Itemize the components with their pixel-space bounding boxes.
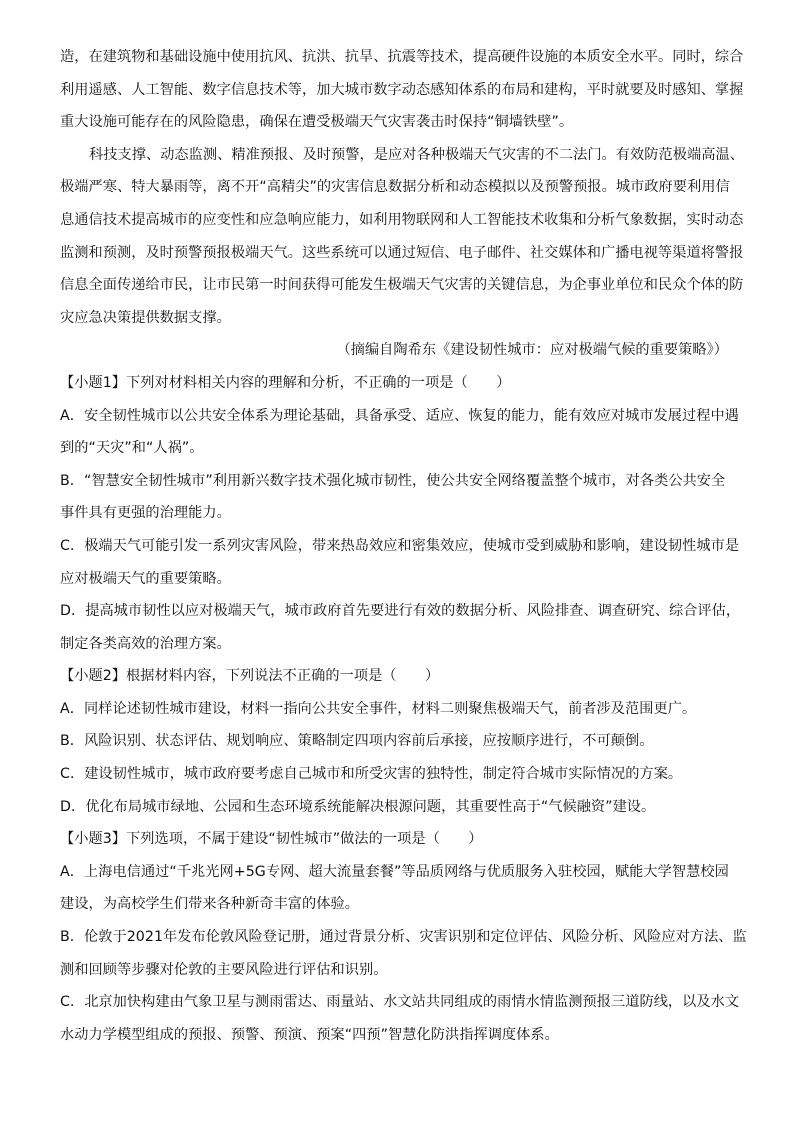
option-b	[60, 465, 730, 530]
option-line: 制定各类高效的治理方案。	[60, 635, 231, 652]
option-line: D．提高城市韧性以应对极端天气，城市政府首先要进行有效的数据分析、风险排查、调查研究、综合评估，	[60, 603, 741, 620]
question-3	[60, 823, 747, 1051]
option-a	[60, 856, 730, 921]
document-page	[60, 41, 747, 1051]
text-line: 造，在建筑物和基础设施中使用抗风、抗洪、抗旱、抗震等技术，提高硬件设施的本质安全水平。同时，综合	[60, 49, 744, 65]
paragraph-1	[60, 41, 744, 139]
option-line: 建设，为高校学生们带来各种新奇丰富的体验。	[60, 896, 359, 913]
option-c	[60, 530, 740, 595]
text-line: 利用遥感、人工智能、数字信息技术等，加大城市数字动态感知体系的布局和建构，平时就要及时感知、掌握	[60, 81, 744, 98]
text-line: 灾应急决策提供数据支撑。	[60, 309, 231, 326]
option-line: C．北京加快构建由气象卫星与测雨雷达、雨量站、水文站共同组成的雨情水情监测预报三道防线，以及水文	[60, 994, 740, 1011]
text-line: 监测和预测，及时预警预报极端天气。这些系统可以通过短信、电子邮件、社交媒体和广播电视等渠道将警报	[60, 244, 744, 261]
question-stem: 【小题2】根据材料内容，下列说法不正确的一项是（ ）	[60, 668, 440, 685]
option-line: 水动力学模型组成的预报、预警、预演、预案“四预”智慧化防洪指挥调度体系。	[60, 1026, 559, 1043]
option-b: B．风险识别、状态评估、规划响应、策略制定四项内容前后承接，应按顺序进行，不可颠倒。	[60, 733, 654, 750]
option-line: A．安全韧性城市以公共安全体系为理论基础，具备承受、适应、恢复的能力，能有效应对城市发展过程中遇	[60, 407, 739, 424]
option-d	[60, 595, 741, 660]
option-line: B．伦敦于2021年发布伦敦风险登记册，通过背景分析、灾害识别和定位评估、风险分析、风险应对方法、监	[60, 929, 747, 946]
option-d: D．优化布局城市绿地、公园和生态环境系统能解决根源问题，其重要性高于“气候融资”建设。	[60, 798, 656, 815]
option-a	[60, 400, 739, 465]
question-2	[60, 660, 730, 823]
text-line: 息通信技术提高城市的应变性和应急响应能力，如利用物联网和人工智能技术收集和分析气象数据，实时动态	[60, 211, 744, 228]
text-line: 极端严寒、特大暴雨等，离不开“高精尖”的灾害信息数据分析和动态模拟以及预警预报。城市政府要利用信	[60, 179, 730, 196]
option-a: A．同样论述韧性城市建设，材料一指向公共安全事件，材料二则聚焦极端天气，前者涉及范围更广。	[60, 700, 697, 717]
option-b	[60, 921, 747, 986]
option-line: A．上海电信通过“千兆光网+5G专网、超大流量套餐”等品质网络与优质服务入驻校园，赋能大学智慧校园	[60, 863, 729, 880]
question-1	[60, 367, 741, 660]
option-line: 测和回顾等步骤对伦敦的主要风险进行评估和识别。	[60, 961, 388, 978]
source-citation: （摘编自陶希东《建设韧性城市：应对极端气候的重要策略》）	[336, 342, 728, 359]
option-c: C．建设韧性城市，城市政府要考虑自己城市和所受灾害的独特性，制定符合城市实际情况的方案。	[60, 766, 683, 783]
question-stem: 【小题1】下列对材料相关内容的理解和分析，不正确的一项是（ ）	[60, 374, 511, 391]
paragraph-2	[60, 139, 744, 335]
option-line: 应对极端天气的重要策略。	[60, 570, 231, 587]
option-c	[60, 986, 740, 1051]
option-line: 到的“天灾”和“人祸”。	[60, 440, 204, 457]
question-stem: 【小题3】下列选项，不属于建设“韧性城市”做法的一项是（ ）	[60, 831, 483, 848]
text-line: 信息全面传递给市民，让市民第一时间获得可能发生极端天气灾害的关键信息，为企事业单位和民众个体的防	[60, 277, 744, 294]
option-line: 事件具有更强的治理能力。	[60, 505, 231, 522]
option-line: B．“智慧安全韧性城市”利用新兴数字技术强化城市韧性，使公共安全网络覆盖整个城市，对各类公共安全	[60, 472, 726, 489]
text-line: 科技支撑、动态监测、精准预报、及时预警，是应对各种极端天气灾害的不二法门。有效防范极端高温、	[89, 146, 744, 163]
text-line: 重大设施可能存在的风险隐患，确保在遭受极端天气灾害袭击时保持“铜墙铁壁”。	[60, 114, 574, 131]
option-line: C．极端天气可能引发一系列灾害风险，带来热岛效应和密集效应，使城市受到威胁和影响，建设韧性城市是	[60, 537, 740, 554]
